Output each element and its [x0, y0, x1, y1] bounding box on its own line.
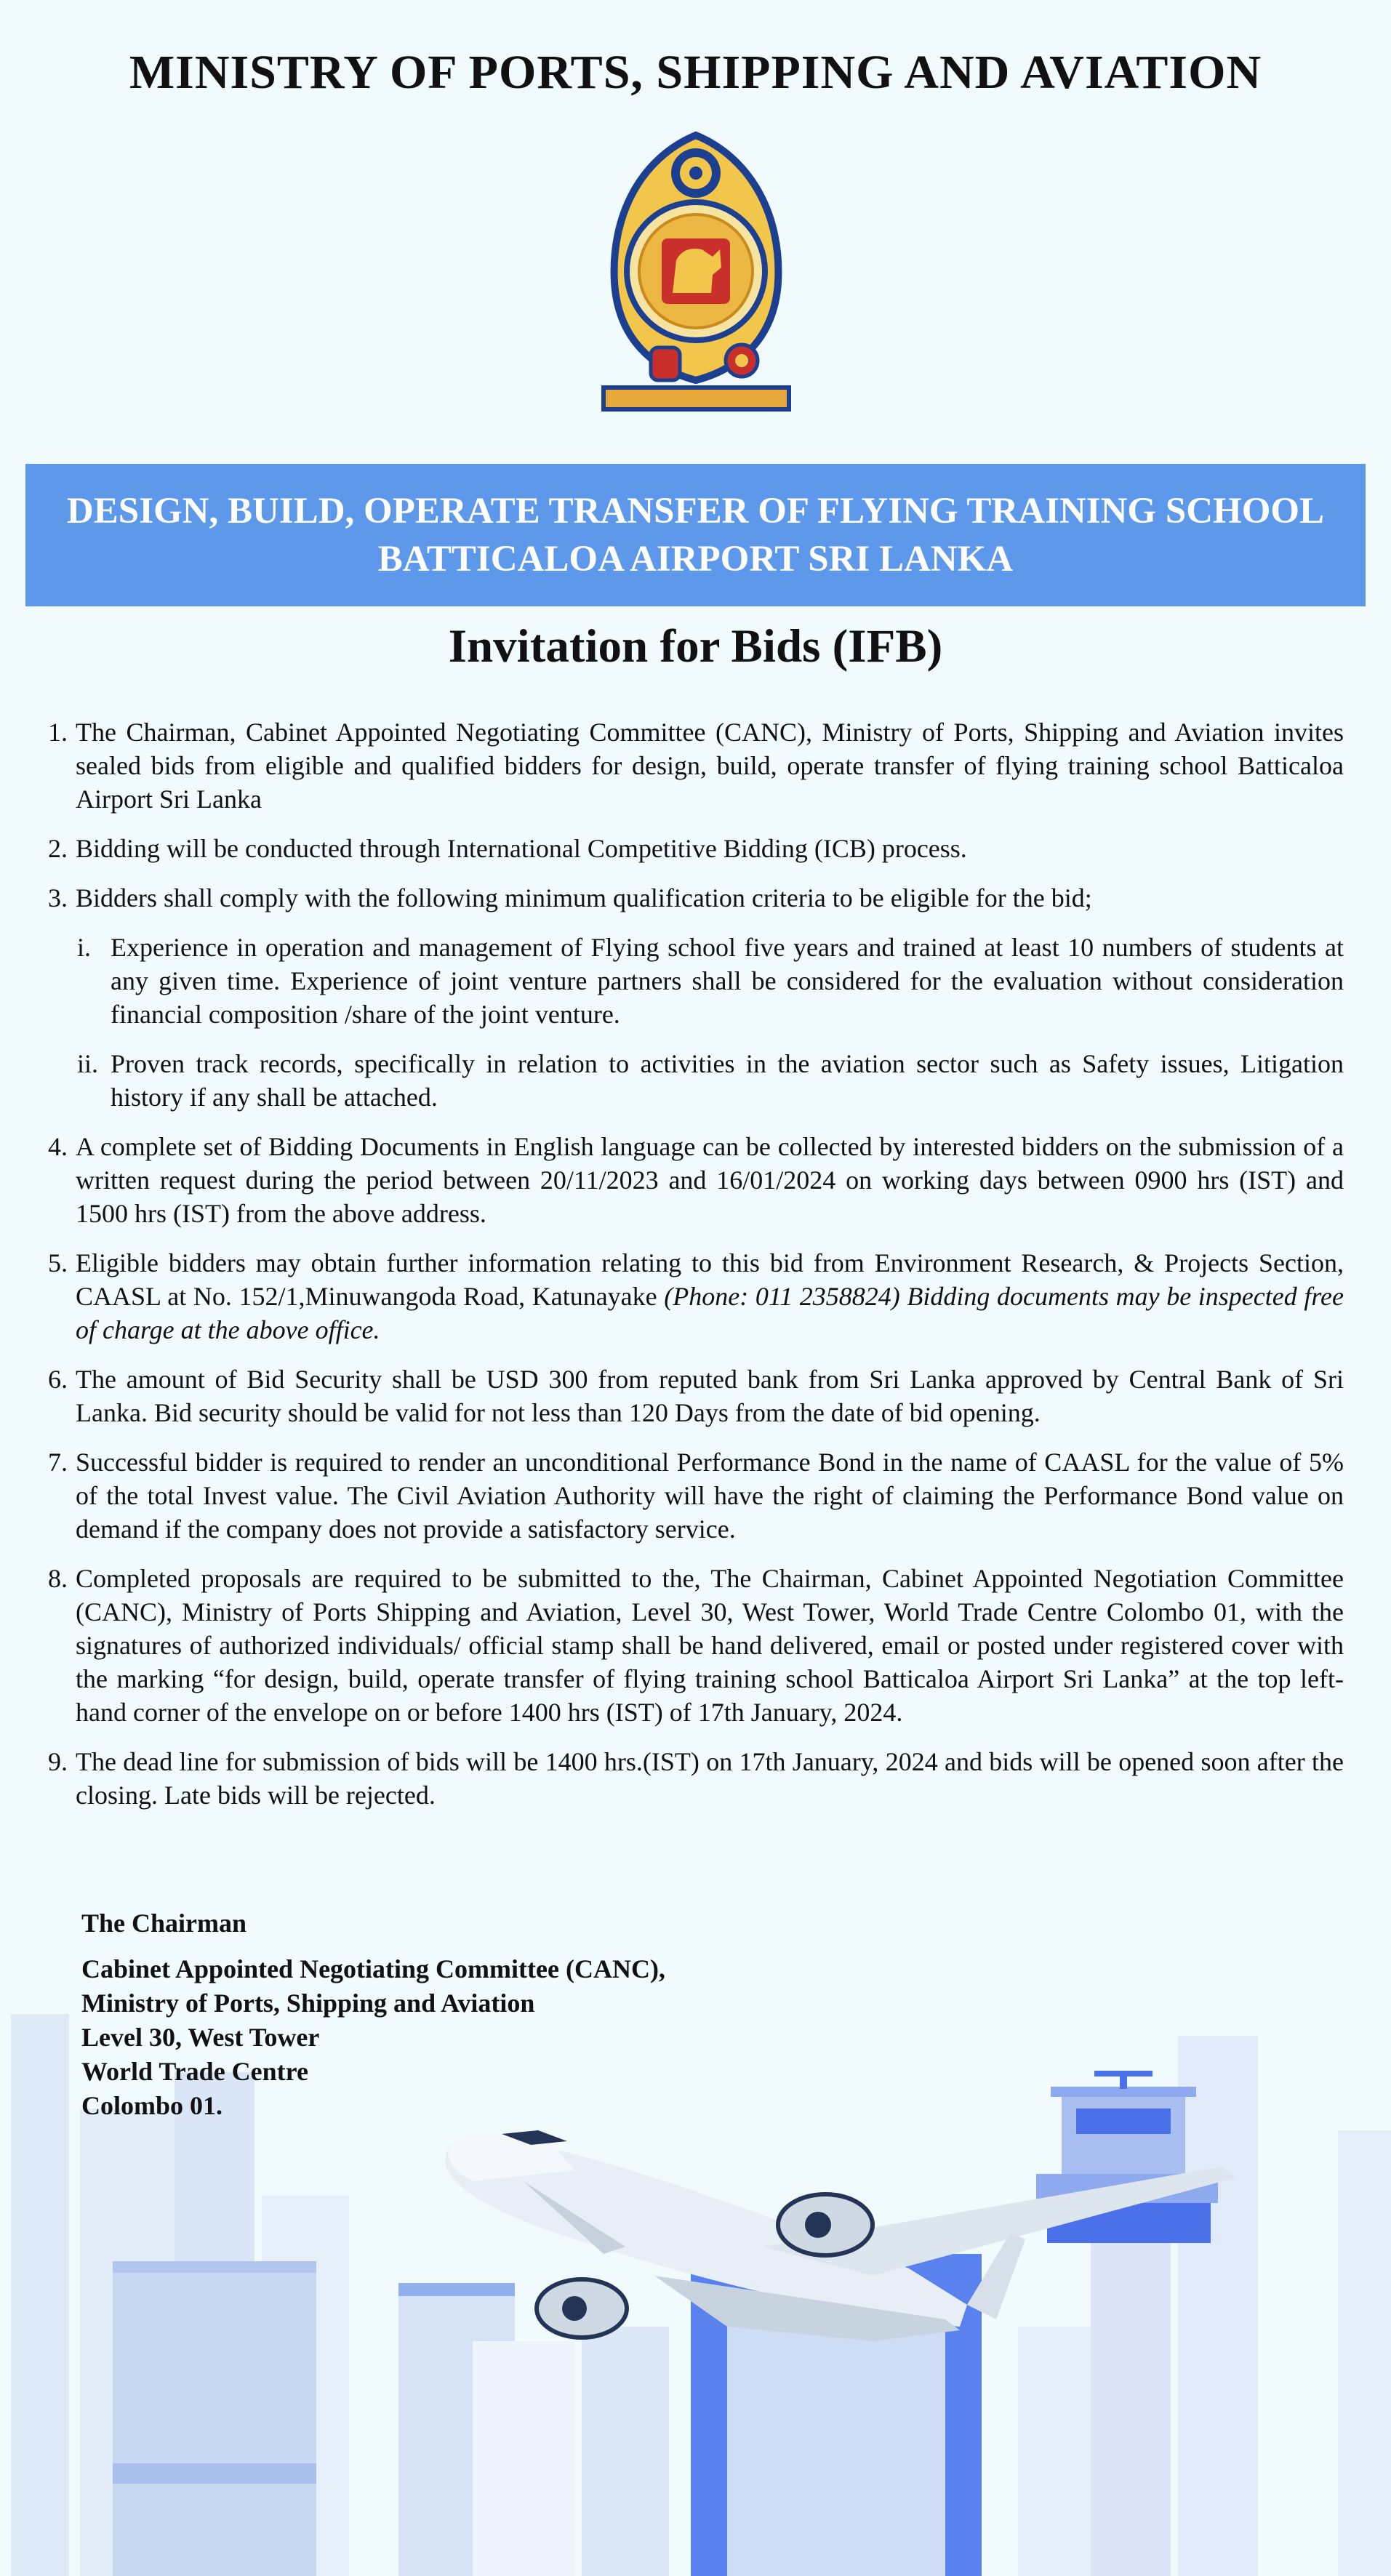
- criterion-number: i.: [77, 933, 92, 962]
- clause-5: [48, 1246, 1344, 1347]
- clause-text: Successful bidder is required to render an unconditional Performance Bond in the name of CAASL for the value of 5% of the total Invest value. The Civil Aviation Authority will have the right of claiming the Performance Bond value on demand if the company does not provide a satisfactory service.: [76, 1448, 1344, 1544]
- signature-committee: Cabinet Appointed Negotiating Committee (CANC),: [81, 1954, 665, 1983]
- ministry-heading: MINISTRY OF PORTS, SHIPPING AND AVIATION: [129, 46, 1262, 99]
- clause-8: [48, 1562, 1344, 1729]
- banner-line-2: BATTICALOA AIRPORT SRI LANKA: [377, 539, 1014, 579]
- clause-text: The amount of Bid Security shall be USD 300 from reputed bank from Sri Lanka approved by Central Bank of Sri Lanka. Bid security should be valid for not less than 120 Days from the date of bid opening.: [76, 1365, 1344, 1427]
- clause-3: [48, 881, 1344, 915]
- project-title-banner: [25, 464, 1366, 606]
- clause-number: 5.: [48, 1248, 68, 1277]
- clause-text: Eligible bidders may obtain further information relating to this bid from Environment Research, & Projects Section, CAASL at No. 152/1,Minuwangoda Road, Katunayake: [76, 1248, 1344, 1311]
- clause-text: Bidders shall comply with the following minimum qualification criteria to be eligible for the bid;: [76, 883, 1092, 912]
- signature-city: Colombo 01.: [81, 2091, 223, 2120]
- banner-line-1: DESIGN, BUILD, OPERATE TRANSFER OF FLYING TRAINING SCHOOL: [66, 491, 1325, 531]
- clause-number: 4.: [48, 1132, 68, 1161]
- sri-lanka-emblem-icon: [596, 129, 796, 417]
- clause-2: [48, 832, 1344, 865]
- clause-4: [48, 1130, 1344, 1230]
- clause-7: [48, 1445, 1344, 1546]
- clause-text: The Chairman, Cabinet Appointed Negotiating Committee (CANC), Ministry of Ports, Shipping and Aviation invites sealed bids from eligible and qualified bidders for design, build, operate transfer of flying training school Batticaloa Airport Sri Lanka: [76, 718, 1344, 814]
- criterion-i: [48, 931, 1344, 1031]
- clause-6: [48, 1363, 1344, 1429]
- clause-text: Bidding will be conducted through International Competitive Bidding (ICB) process.: [76, 834, 967, 863]
- clause-italic-text: (Phone: 011 2358824) Bidding documents may be inspected free of charge at the above office.: [76, 1282, 1344, 1344]
- clause-number: 6.: [48, 1365, 68, 1394]
- clause-number: 7.: [48, 1448, 68, 1477]
- signature-building: World Trade Centre: [81, 2057, 308, 2086]
- clause-9: [48, 1745, 1344, 1812]
- clause-number: 3.: [48, 883, 68, 912]
- signature-ministry: Ministry of Ports, Shipping and Aviation: [81, 1989, 535, 2018]
- ifb-body: [48, 715, 1344, 1828]
- clause-number: 1.: [48, 718, 68, 747]
- signature-title: The Chairman: [81, 1909, 247, 1938]
- criterion-ii: [48, 1047, 1344, 1114]
- clause-number: 9.: [48, 1747, 68, 1776]
- clause-text: Completed proposals are required to be submitted to the, The Chairman, Cabinet Appointed Negotiation Committee (CANC), Ministry of Ports Shipping and Aviation, Level 30, West Tower, World Trade Centre Colombo 01, with the signatures of authorized individuals/ official stamp shall be hand delivered, email or posted under registered cover with the marking “for design, build, operate transfer of flying training school Batticaloa Airport Sri Lanka” at the top left-hand corner of the envelope on or before 1400 hrs (IST) of 17th January, 2024.: [76, 1564, 1344, 1727]
- criterion-number: ii.: [77, 1049, 99, 1078]
- clause-1: [48, 715, 1344, 816]
- signature-block: [81, 1906, 665, 2123]
- criterion-text: Proven track records, specifically in relation to activities in the aviation sector such as Safety issues, Litigation history if any shall be attached.: [111, 1049, 1344, 1112]
- clause-number: 8.: [48, 1564, 68, 1593]
- ifb-title: Invitation for Bids (IFB): [448, 620, 943, 673]
- criterion-text: Experience in operation and management of Flying school five years and trained at least 10 numbers of students at any given time. Experience of joint venture partners shall be considered for the evaluation without consideration financial composition /share of the joint venture.: [111, 933, 1344, 1029]
- signature-level: Level 30, West Tower: [81, 2023, 320, 2052]
- clause-text: The dead line for submission of bids will be 1400 hrs.(IST) on 17th January, 2024 and bids will be opened soon after the closing. Late bids will be rejected.: [76, 1747, 1344, 1810]
- clause-number: 2.: [48, 834, 68, 863]
- clause-text: A complete set of Bidding Documents in English language can be collected by interested bidders on the submission of a written request during the period between 20/11/2023 and 16/01/2024 on working days between 0900 hrs (IST) and 1500 hrs (IST) from the above address.: [76, 1132, 1344, 1228]
